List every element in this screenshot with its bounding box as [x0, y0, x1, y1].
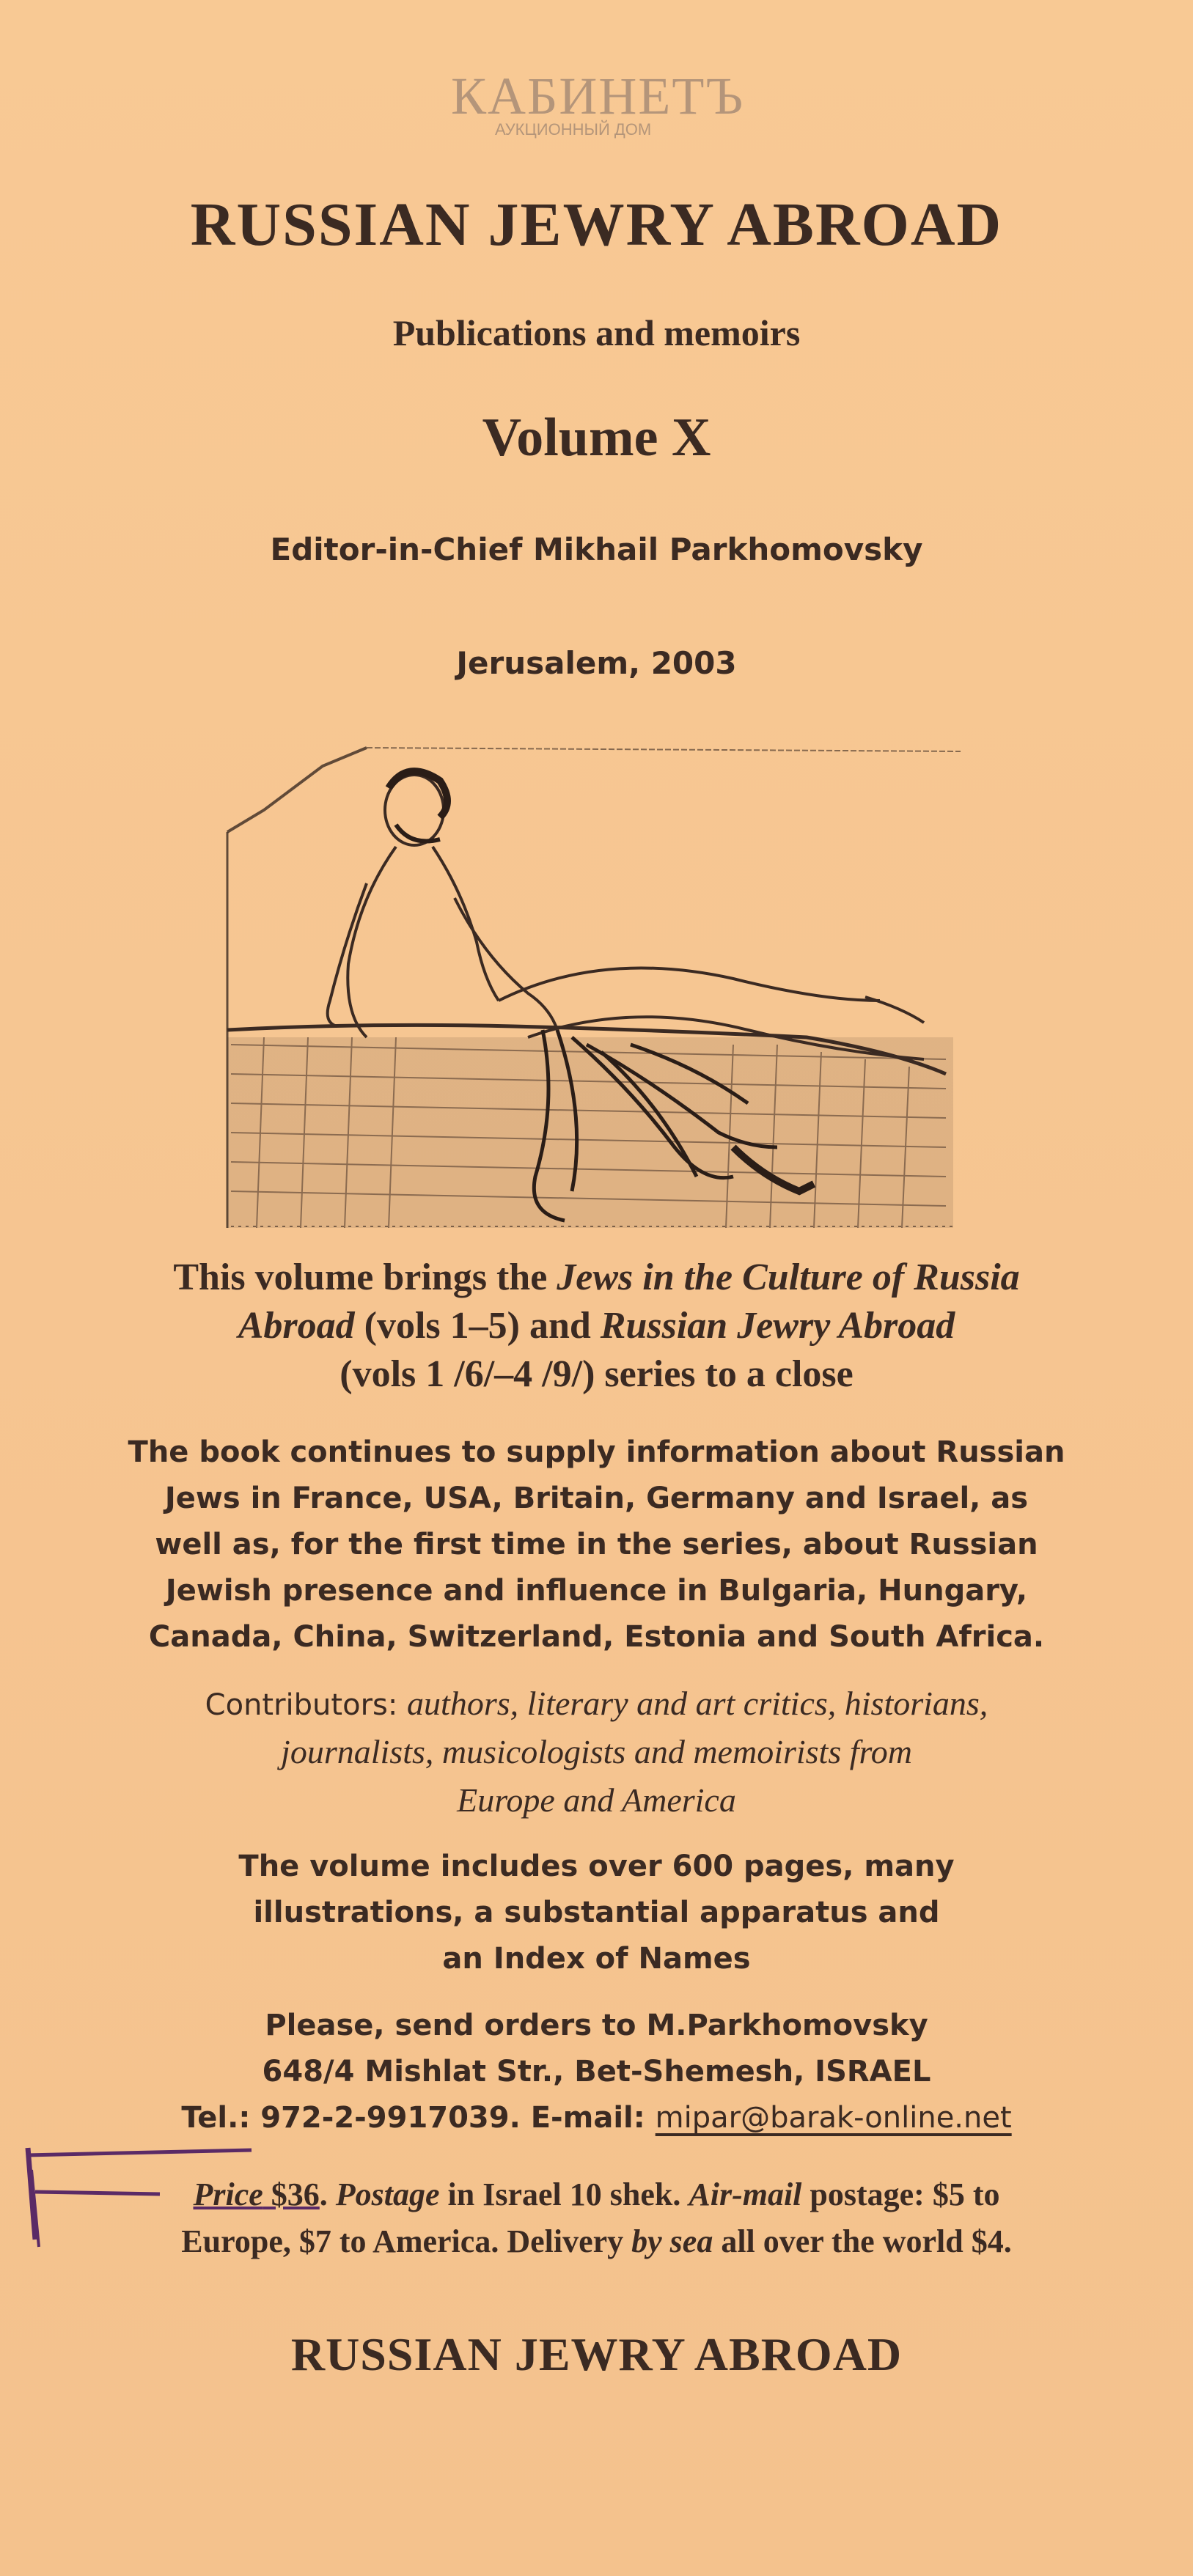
price-label: Price: [193, 2176, 263, 2212]
postage-label: Postage: [335, 2176, 440, 2212]
auction-watermark: [444, 66, 752, 147]
price-paragraph: [0, 2171, 1193, 2265]
volume-info-line: illustrations, a substantial apparatus and: [253, 1896, 940, 1929]
price-line-1: [0, 2171, 1193, 2218]
lead-series-title-end: Abroad: [238, 1305, 355, 1347]
delivery-cost: all over the world $4.: [713, 2223, 1012, 2259]
delivery-text: Europe, $7 to America. Delivery: [181, 2223, 632, 2259]
contributors-line-3: [0, 1777, 1193, 1825]
lead-text: This volume brings the: [173, 1256, 557, 1298]
contributors-list: Europe and America: [457, 1781, 736, 1819]
orders-phone: Tel.: 972-2-9917039. E-mail:: [181, 2101, 656, 2135]
contributors-line-2: [0, 1729, 1193, 1777]
description-line: The book continues to supply information about Russian: [128, 1435, 1065, 1469]
watermark-subtitle: АУКЦИОННЫЙ ДОМ: [495, 120, 652, 139]
orders-line-1: Please, send orders to M.Parkhomovsky: [265, 2009, 928, 2042]
description-line: Canada, China, Switzerland, Estonia and South Africa.: [148, 1620, 1045, 1654]
price-amount: $36: [263, 2176, 320, 2212]
description-line: Jewish presence and influence in Bulgaria, Hungary,: [165, 1574, 1028, 1608]
watermark-name: КАБИНЕТЪ: [451, 67, 745, 125]
lead-line-2: [0, 1302, 1193, 1350]
description-line: Jews in France, USA, Britain, Germany and Israel, as: [164, 1482, 1029, 1515]
orders-address: 648/4 Mishlat Str., Bet-Shemesh, ISRAEL: [262, 2055, 931, 2089]
orders-contact: [0, 2095, 1193, 2141]
lead-paragraph: [0, 1254, 1193, 1399]
description-paragraph: [0, 1429, 1193, 1660]
footer-title: RUSSIAN JEWRY ABROAD: [290, 2328, 903, 2380]
lead-series-title: Jews in the Culture of Russia: [557, 1256, 1020, 1298]
airmail-label: Air-mail: [689, 2176, 802, 2212]
page-subtitle: Publications and memoirs: [392, 312, 801, 353]
airmail-cost: postage: $5 to: [801, 2176, 1000, 2212]
contributors-list: authors, literary and art critics, historians,: [407, 1685, 988, 1722]
contributors-paragraph: [0, 1680, 1193, 1825]
contributors-list: journalists, musicologists and memoirists from: [281, 1733, 912, 1770]
by-sea-label: by sea: [631, 2223, 713, 2259]
lead-series-title-2: Russian Jewry Abroad: [600, 1305, 955, 1347]
description-line: well as, for the first time in the series, about Russian: [155, 1528, 1038, 1561]
volume-heading: Volume X: [482, 408, 711, 468]
lead-vols: (vols 1–5) and: [354, 1305, 601, 1347]
contributors-label: Contributors:: [205, 1688, 408, 1722]
page-title: RUSSIAN JEWRY ABROAD: [190, 191, 1003, 259]
editor-line: Editor-in-Chief Mikhail Parkhomovsky: [270, 531, 923, 567]
lead-line-1: [0, 1254, 1193, 1302]
orders-paragraph: [0, 2003, 1193, 2141]
email-link[interactable]: mipar@barak-online.net: [655, 2101, 1012, 2135]
volume-info-line: The volume includes over 600 pages, many: [238, 1850, 955, 1883]
postage-israel: in Israel 10 shek.: [439, 2176, 689, 2212]
place-date-line: Jerusalem, 2003: [456, 645, 737, 681]
contributors-line-1: [0, 1680, 1193, 1729]
volume-info-paragraph: [0, 1844, 1193, 1982]
volume-info-line: an Index of Names: [442, 1942, 751, 1976]
seated-woman-drawing-icon: [220, 737, 968, 1235]
lead-line-3: (vols 1 /6/–4 /9/) series to a close: [339, 1353, 854, 1395]
price-line-2: [0, 2218, 1193, 2265]
price-separator: .: [319, 2176, 336, 2212]
